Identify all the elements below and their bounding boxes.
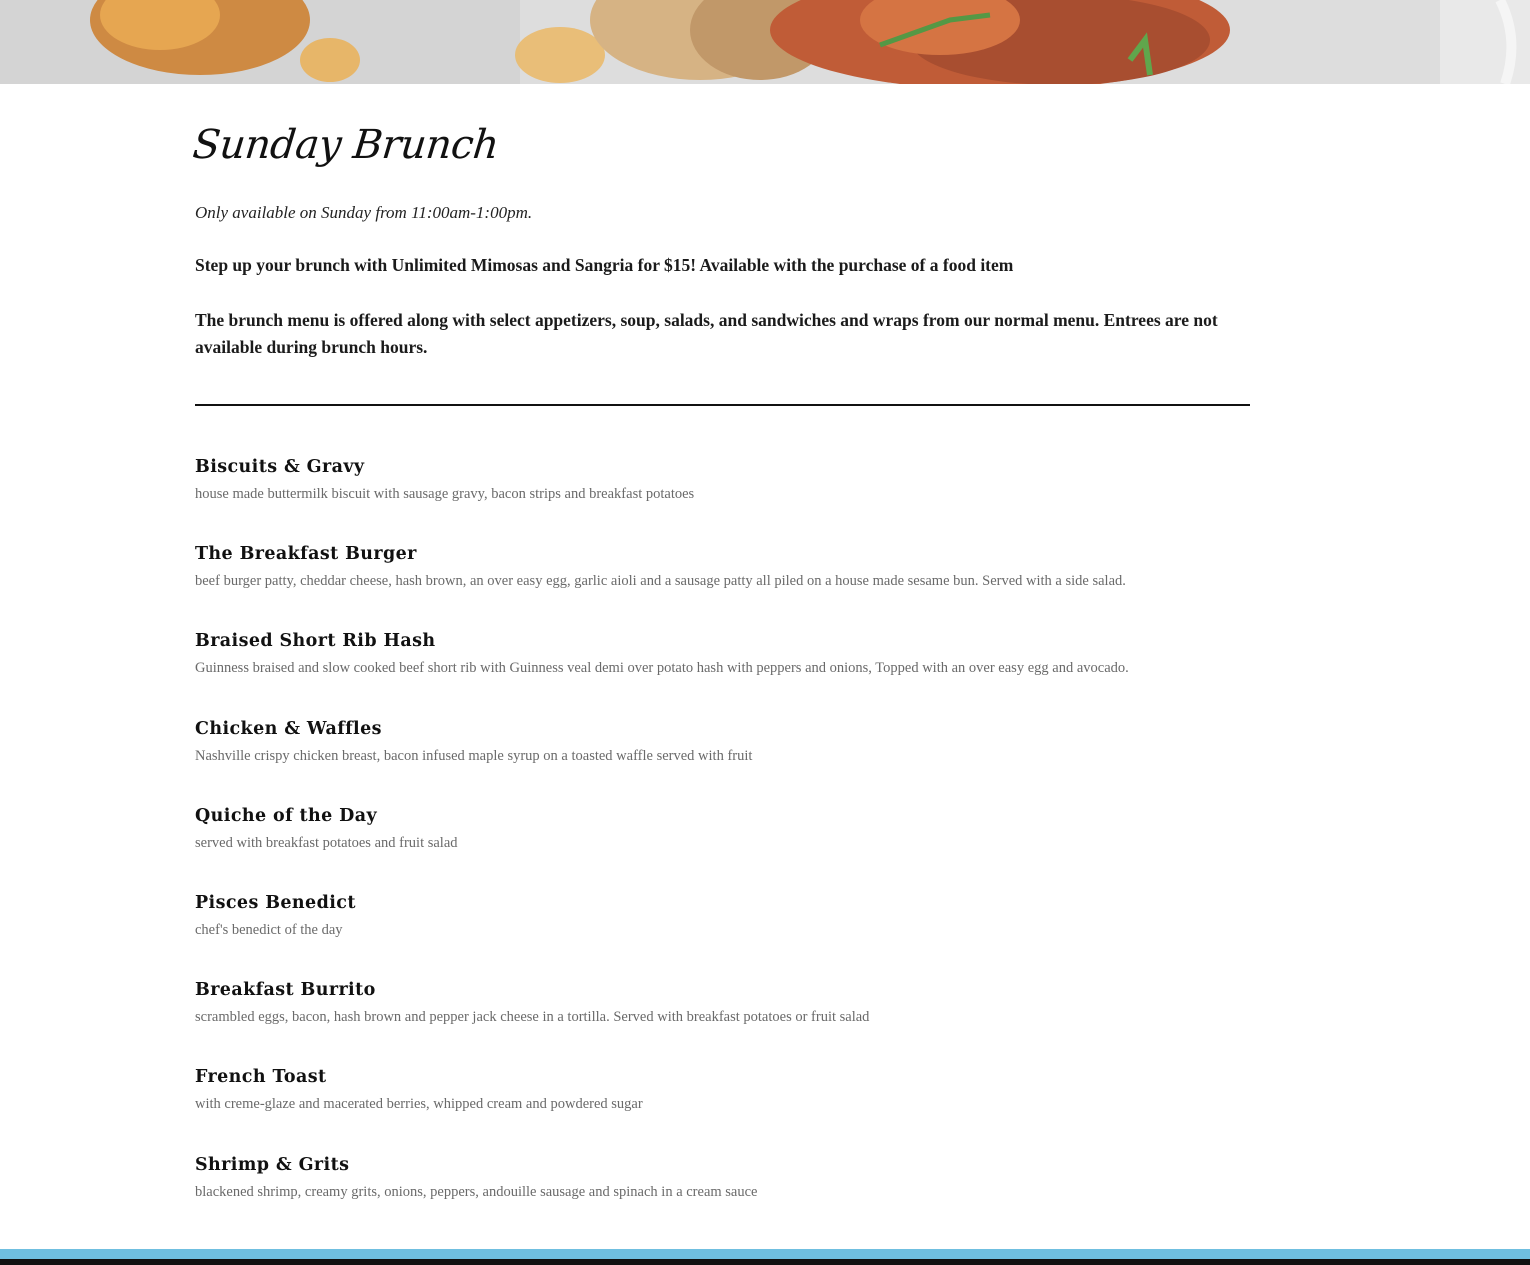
section-divider (195, 404, 1250, 406)
menu-item (195, 979, 1250, 1066)
menu-list (195, 456, 1250, 1241)
menu-item (195, 718, 1250, 805)
menu-item-description: blackened shrimp, creamy grits, onions, peppers, andouille sausage and spinach in a cream sauce (195, 1183, 758, 1200)
menu-item (195, 892, 1250, 979)
menu-note: The brunch menu is offered along with select appetizers, soup, salads, and sandwiches and wraps from our normal menu. Entrees are not available during brunch hours. (195, 310, 1218, 357)
menu-item-description: scrambled eggs, bacon, hash brown and pepper jack cheese in a tortilla. Served with breakfast potatoes or fruit salad (195, 1009, 870, 1026)
footer-accent-bar (0, 1249, 1530, 1259)
menu-item-name: Breakfast Burrito (195, 980, 376, 1001)
menu-item-name: The Breakfast Burger (195, 544, 417, 565)
menu-item-name: Pisces Benedict (195, 892, 356, 913)
brunch-food-photo (0, 0, 1530, 84)
menu-item (195, 805, 1250, 892)
menu-item (195, 456, 1250, 543)
promo-text: Step up your brunch with Unlimited Mimosas and Sangria for $15! Available with the purchase of a food item (195, 255, 1014, 275)
menu-item-name: Chicken & Waffles (195, 718, 382, 739)
menu-item-name: Quiche of the Day (195, 805, 378, 826)
menu-item (195, 630, 1250, 717)
menu-item-name: Biscuits & Gravy (195, 457, 365, 477)
menu-item-name: French Toast (195, 1067, 327, 1088)
hero-image (0, 0, 1530, 84)
page-title: Sunday Brunch (190, 122, 501, 168)
menu-item-description: Nashville crispy chicken breast, bacon infused maple syrup on a toasted waffle served with fruit (195, 747, 753, 764)
menu-item-name: Braised Short Rib Hash (195, 631, 436, 652)
menu-item (195, 1154, 1250, 1241)
menu-item-description: served with breakfast potatoes and fruit salad (195, 834, 458, 851)
footer (0, 1259, 1530, 1265)
menu-item (195, 543, 1250, 630)
menu-item (195, 1066, 1250, 1153)
availability-note: Only available on Sunday from 11:00am-1:00pm. (195, 203, 533, 222)
menu-item-description: with creme-glaze and macerated berries, whipped cream and powdered sugar (195, 1096, 643, 1113)
menu-item-description: beef burger patty, cheddar cheese, hash brown, an over easy egg, garlic aioli and a sausage patty all piled on a house made sesame bun. Served with a side salad. (195, 573, 1126, 590)
menu-item-name: Shrimp & Grits (195, 1154, 350, 1175)
menu-item-description: Guinness braised and slow cooked beef short rib with Guinness veal demi over potato hash with peppers and onions, Topped with an over easy egg and avocado. (195, 660, 1129, 677)
menu-item-description: chef's benedict of the day (195, 921, 343, 938)
menu-item-description: house made buttermilk biscuit with sausage gravy, bacon strips and breakfast potatoes (195, 486, 695, 502)
